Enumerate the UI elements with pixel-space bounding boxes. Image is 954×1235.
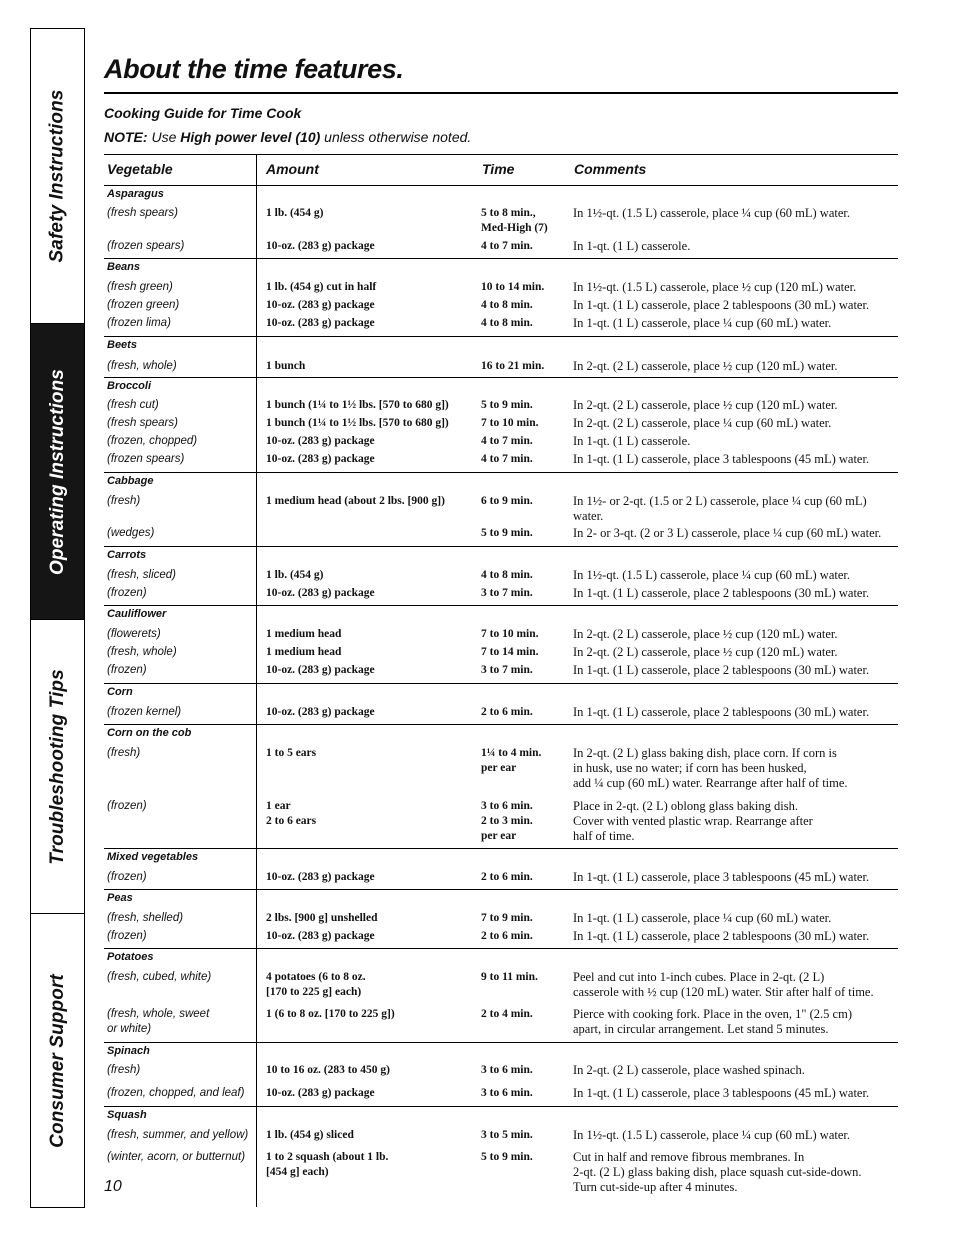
amount-cell: 1 lb. (454 g) sliced: [266, 1129, 354, 1141]
note-power-level: High power level (10): [180, 129, 321, 145]
time-cell: 4 to 7 min.: [481, 435, 533, 447]
vegetable-group: [104, 337, 898, 378]
time-cell: 2 to 4 min.: [481, 1008, 533, 1020]
time-cell: 3 to 6 min.: [481, 1064, 533, 1076]
note-use: Use: [147, 129, 181, 145]
power-note: [104, 129, 471, 145]
amount-cell: 1 to 2 squash (about 1 lb. [454 g] each): [266, 1151, 389, 1178]
time-cell: 5 to 9 min.: [481, 527, 533, 539]
vegetable-variety: (flowerets): [107, 628, 161, 640]
header-comments: Comments: [574, 161, 647, 177]
vegetable-variety: (fresh, sliced): [107, 569, 177, 581]
vegetable-variety: (frozen kernel): [107, 706, 182, 718]
vegetable-name: Potatoes: [107, 951, 154, 963]
comment-cell: In 1½-qt. (1.5 L) casserole, place ¼ cup (60 mL) water.: [573, 1128, 850, 1142]
time-cell: 4 to 8 min.: [481, 317, 533, 329]
comment-cell: In 1-qt. (1 L) casserole, place 3 tablespoons (45 mL) water.: [573, 452, 870, 466]
comment-cell: In 2-qt. (2 L) casserole, place washed spinach.: [573, 1063, 805, 1077]
time-cell: 3 to 7 min.: [481, 664, 533, 676]
time-cell: 7 to 10 min.: [481, 628, 539, 640]
amount-cell: 1 to 5 ears: [266, 747, 317, 759]
time-cell: 2 to 6 min.: [481, 871, 533, 883]
vegetable-variety: (fresh, shelled): [107, 912, 184, 924]
time-cell: 4 to 8 min.: [481, 569, 533, 581]
vegetable-variety: (frozen, chopped, and leaf): [107, 1087, 245, 1099]
amount-cell: 1 lb. (454 g): [266, 207, 324, 219]
page-title: About the time features.: [104, 54, 404, 84]
tab-label: Safety Instructions: [46, 89, 68, 263]
tab-label: Consumer Support: [46, 973, 68, 1148]
vegetable-name: Beets: [107, 339, 137, 351]
time-cell: 4 to 8 min.: [481, 299, 533, 311]
comment-cell: In 1-qt. (1 L) casserole, place 2 tablespoons (30 mL) water.: [573, 663, 870, 677]
header-amount: Amount: [266, 161, 319, 177]
time-cell: 1¼ to 4 min. per ear: [481, 747, 542, 774]
vegetable-group: [104, 1107, 898, 1220]
vegetable-variety: (frozen): [107, 587, 147, 599]
cooking-guide-table: [104, 154, 898, 1220]
vegetable-group: [104, 547, 898, 606]
amount-cell: 10-oz. (283 g) package: [266, 706, 375, 718]
time-cell: 4 to 7 min.: [481, 453, 533, 465]
comment-cell: Cut in half and remove fibrous membranes. In 2-qt. (2 L) glass baking dish, place squash cut-side-down. Turn cut-side-up after 4 minutes.: [573, 1150, 862, 1194]
time-cell: 3 to 6 min. 2 to 3 min. per ear: [481, 800, 533, 842]
vegetable-variety: (frozen lima): [107, 317, 171, 329]
comment-cell: In 2-qt. (2 L) glass baking dish, place corn. If corn is in husk, use no water; if corn has been husked, add ¼ cup (60 mL) water. Rearrange after half of time.: [573, 746, 848, 790]
tab-consumer-support[interactable]: [31, 914, 84, 1207]
time-cell: 2 to 6 min.: [481, 706, 533, 718]
time-cell: 4 to 7 min.: [481, 240, 533, 252]
amount-cell: 10-oz. (283 g) package: [266, 930, 375, 942]
comment-cell: In 1-qt. (1 L) casserole.: [573, 239, 691, 253]
comment-cell: In 1-qt. (1 L) casserole, place 2 tablespoons (30 mL) water.: [573, 705, 870, 719]
vegetable-name: Corn: [107, 686, 133, 698]
vegetable-name: Beans: [107, 261, 141, 273]
note-prefix: NOTE:: [104, 129, 148, 145]
vegetable-variety: (frozen): [107, 800, 147, 812]
vegetable-variety: (fresh, whole): [107, 360, 177, 372]
header-vegetable: Vegetable: [107, 161, 173, 177]
comment-cell: In 1-qt. (1 L) casserole, place ¼ cup (60 mL) water.: [573, 911, 832, 925]
amount-cell: 1 medium head: [266, 628, 342, 640]
vegetable-group: [104, 473, 898, 547]
time-cell: 2 to 6 min.: [481, 930, 533, 942]
comment-cell: In 1-qt. (1 L) casserole, place 3 tablespoons (45 mL) water.: [573, 1086, 870, 1100]
vegetable-variety: (wedges): [107, 527, 155, 539]
time-cell: 5 to 9 min.: [481, 399, 533, 411]
vegetable-group: [104, 186, 898, 259]
comment-cell: Place in 2-qt. (2 L) oblong glass baking dish. Cover with vented plastic wrap. Rearrange after half of time.: [573, 799, 813, 843]
comment-cell: In 1½-qt. (1.5 L) casserole, place ¼ cup (60 mL) water.: [573, 206, 850, 220]
vegetable-variety: (frozen green): [107, 299, 180, 311]
time-cell: 3 to 7 min.: [481, 587, 533, 599]
vegetable-variety: (frozen spears): [107, 240, 185, 252]
header-time: Time: [482, 161, 515, 177]
amount-cell: 10-oz. (283 g) package: [266, 453, 375, 465]
title-divider: [104, 92, 898, 94]
comment-cell: In 1-qt. (1 L) casserole, place 3 tablespoons (45 mL) water.: [573, 870, 870, 884]
comment-cell: In 1½-qt. (1.5 L) casserole, place ¼ cup (60 mL) water.: [573, 568, 850, 582]
comment-cell: In 2- or 3-qt. (2 or 3 L) casserole, place ¼ cup (60 mL) water.: [573, 526, 882, 540]
vegetable-group: [104, 725, 898, 849]
vegetable-name: Mixed vegetables: [107, 851, 199, 863]
tab-operating-instructions[interactable]: [31, 324, 84, 620]
comment-cell: In 2-qt. (2 L) casserole, place ½ cup (120 mL) water.: [573, 645, 838, 659]
time-cell: 7 to 9 min.: [481, 912, 533, 924]
tab-troubleshooting-tips[interactable]: [31, 620, 84, 914]
amount-cell: 1 lb. (454 g): [266, 569, 324, 581]
comment-cell: In 2-qt. (2 L) casserole, place ½ cup (120 mL) water.: [573, 627, 838, 641]
vegetable-name: Squash: [107, 1109, 147, 1121]
comment-cell: In 1½-qt. (1.5 L) casserole, place ½ cup (120 mL) water.: [573, 280, 857, 294]
amount-cell: 1 bunch (1¼ to 1½ lbs. [570 to 680 g]): [266, 399, 449, 411]
vegetable-group: [104, 1043, 898, 1107]
vegetable-group: [104, 684, 898, 725]
vegetable-variety: (frozen): [107, 930, 147, 942]
comment-cell: In 1-qt. (1 L) casserole, place ¼ cup (60 mL) water.: [573, 316, 832, 330]
tab-safety-instructions[interactable]: [31, 29, 84, 324]
time-cell: 7 to 14 min.: [481, 646, 539, 658]
vegetable-group: [104, 890, 898, 949]
time-cell: 6 to 9 min.: [481, 495, 533, 507]
amount-cell: 1 lb. (454 g) cut in half: [266, 281, 377, 293]
amount-cell: 10-oz. (283 g) package: [266, 435, 375, 447]
vegetable-variety: (frozen): [107, 664, 147, 676]
amount-cell: 2 lbs. [900 g] unshelled: [266, 912, 378, 924]
amount-cell: 1 bunch: [266, 360, 306, 372]
time-cell: 3 to 5 min.: [481, 1129, 533, 1141]
vegetable-variety: (fresh spears): [107, 417, 178, 429]
vegetable-name: Broccoli: [107, 380, 152, 392]
comment-cell: In 2-qt. (2 L) casserole, place ½ cup (120 mL) water.: [573, 359, 838, 373]
time-cell: 3 to 6 min.: [481, 1087, 533, 1099]
comment-cell: In 1-qt. (1 L) casserole.: [573, 434, 691, 448]
amount-cell: 1 bunch (1¼ to 1½ lbs. [570 to 680 g]): [266, 417, 449, 429]
vegetable-group: [104, 606, 898, 684]
vegetable-group: [104, 259, 898, 337]
amount-cell: 1 ear 2 to 6 ears: [266, 800, 317, 827]
amount-cell: 10-oz. (283 g) package: [266, 1087, 375, 1099]
vegetable-variety: (winter, acorn, or butternut): [107, 1151, 246, 1163]
vegetable-name: Corn on the cob: [107, 727, 192, 739]
vegetable-variety: (fresh): [107, 747, 141, 759]
comment-cell: In 1-qt. (1 L) casserole, place 2 tablespoons (30 mL) water.: [573, 586, 870, 600]
comment-cell: Peel and cut into 1-inch cubes. Place in 2-qt. (2 L) casserole with ½ cup (120 mL) water. Stir after half of time.: [573, 970, 874, 999]
amount-cell: 10 to 16 oz. (283 to 450 g): [266, 1064, 390, 1076]
amount-cell: 1 medium head: [266, 646, 342, 658]
amount-cell: 10-oz. (283 g) package: [266, 871, 375, 883]
amount-cell: 4 potatoes (6 to 8 oz. [170 to 225 g] each): [266, 971, 366, 998]
tab-label: Troubleshooting Tips: [46, 668, 68, 865]
vegetable-name: Carrots: [107, 549, 147, 561]
time-cell: 10 to 14 min.: [481, 281, 545, 293]
vegetable-variety: (fresh, cubed, white): [107, 971, 212, 983]
vegetable-variety: (frozen spears): [107, 453, 185, 465]
time-cell: 5 to 8 min., Med-High (7): [481, 207, 548, 234]
vegetable-variety: (fresh, whole): [107, 646, 177, 658]
time-cell: 16 to 21 min.: [481, 360, 545, 372]
side-navigation-tabs: [30, 28, 85, 1208]
vegetable-variety: (fresh, whole, sweet or white): [107, 1008, 210, 1035]
vegetable-variety: (frozen, chopped): [107, 435, 198, 447]
vegetable-variety: (fresh cut): [107, 399, 159, 411]
note-suffix: unless otherwise noted.: [320, 129, 472, 145]
vegetable-group: [104, 378, 898, 473]
vegetable-group: [104, 949, 898, 1043]
comment-cell: In 1½- or 2-qt. (1.5 or 2 L) casserole, place ¼ cup (60 mL) water.: [573, 494, 867, 523]
comment-cell: In 2-qt. (2 L) casserole, place ¼ cup (60 mL) water.: [573, 416, 832, 430]
comment-cell: In 1-qt. (1 L) casserole, place 2 tablespoons (30 mL) water.: [573, 298, 870, 312]
comment-cell: In 2-qt. (2 L) casserole, place ½ cup (120 mL) water.: [573, 398, 838, 412]
amount-cell: 10-oz. (283 g) package: [266, 664, 375, 676]
amount-cell: 10-oz. (283 g) package: [266, 299, 375, 311]
amount-cell: 10-oz. (283 g) package: [266, 317, 375, 329]
vegetable-variety: (fresh spears): [107, 207, 178, 219]
section-subtitle: Cooking Guide for Time Cook: [104, 105, 302, 121]
vegetable-name: Asparagus: [107, 188, 164, 200]
vegetable-name: Cauliflower: [107, 608, 167, 620]
tab-label: Operating Instructions: [46, 368, 68, 575]
amount-cell: 10-oz. (283 g) package: [266, 240, 375, 252]
vegetable-variety: (fresh): [107, 495, 141, 507]
amount-cell: 1 medium head (about 2 lbs. [900 g]): [266, 495, 445, 507]
vegetable-name: Cabbage: [107, 475, 154, 487]
time-cell: 5 to 9 min.: [481, 1151, 533, 1163]
time-cell: 7 to 10 min.: [481, 417, 539, 429]
vegetable-variety: (fresh green): [107, 281, 173, 293]
vegetable-name: Peas: [107, 892, 133, 904]
amount-cell: 1 (6 to 8 oz. [170 to 225 g]): [266, 1008, 395, 1020]
time-cell: 9 to 11 min.: [481, 971, 538, 983]
amount-cell: 10-oz. (283 g) package: [266, 587, 375, 599]
page-number: 10: [104, 1178, 122, 1195]
table-header: [104, 155, 898, 186]
comment-cell: In 1-qt. (1 L) casserole, place 2 tablespoons (30 mL) water.: [573, 929, 870, 943]
vegetable-variety: (frozen): [107, 871, 147, 883]
vegetable-variety: (fresh): [107, 1064, 141, 1076]
vegetable-variety: (fresh, summer, and yellow): [107, 1129, 249, 1141]
vegetable-group: [104, 849, 898, 890]
comment-cell: Pierce with cooking fork. Place in the oven, 1" (2.5 cm) apart, in circular arrangement. Let stand 5 minutes.: [573, 1007, 852, 1036]
vegetable-name: Spinach: [107, 1045, 150, 1057]
